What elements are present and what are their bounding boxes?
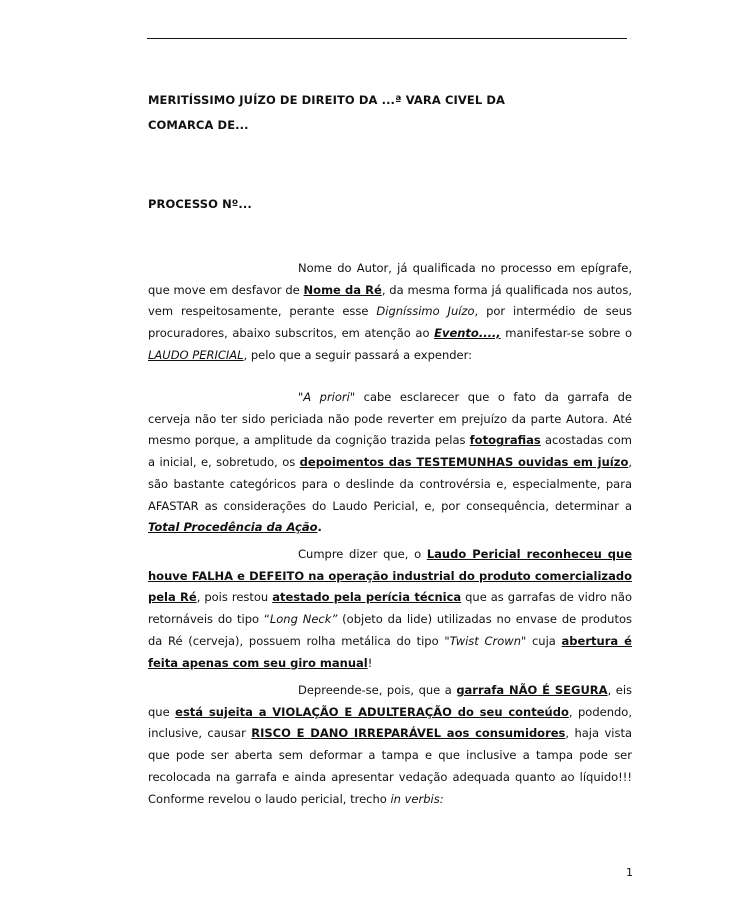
- expert-report-reference: LAUDO PERICIAL: [148, 347, 244, 362]
- court-heading-line1: MERITÍSSIMO JUÍZO DE DIREITO DA ...ª VARA CIVEL DA: [148, 93, 506, 107]
- unsafe-bottle-term: garrafa NÃO É SEGURA: [456, 683, 608, 697]
- page-number: 1: [626, 866, 633, 879]
- in-verbis-term: in verbis:: [390, 791, 444, 806]
- process-number-label: PROCESSO Nº...: [148, 197, 252, 211]
- manual-opening-term: abertura é feita apenas com seu giro manual: [148, 633, 632, 670]
- court-heading-line2: COMARCA DE...: [148, 118, 249, 132]
- violation-term: está sujeita a VIOLAÇÃO E ADULTERAÇÃO do seu conteúdo: [175, 704, 569, 719]
- photographs-term: fotografias: [469, 433, 541, 448]
- long-neck-term: Long Neck”: [269, 612, 338, 627]
- court-reference: Digníssimo Juízo: [376, 304, 475, 319]
- header-rule: [147, 38, 627, 39]
- report-acknowledged-defect: Laudo Pericial reconheceu que houve FALHA e DEFEITO na operação industrial do produto comercializado pela Ré: [148, 547, 633, 605]
- full-merit-term: Total Procedência da Ação: [148, 520, 318, 535]
- defendant-name: Nome da Ré: [303, 282, 382, 297]
- risk-term: RISCO E DANO IRREPARÁVEL aos consumidores: [251, 726, 566, 741]
- paragraph-intro: Nome do Autor, já qualificada no processo em epígrafe, que move em desfavor de Nome da Ré, da mesma forma já qualificada nos autos, vem respeitosamente, perante esse Digníssimo Juízo, por intermédio de seus procuradores, abaixo subscritos, em atenção ao Evento...., manifestar-se sobre o LAUDO PERICIAL, pelo que a seguir passará a expender:: [148, 261, 633, 362]
- paragraph-expert-findings: Cumpre dizer que, o Laudo Pericial reconheceu que houve FALHA e DEFEITO na operação industrial do produto comercializado pela Ré, pois restou atestado pela perícia técnica que as garrafas de vidro não retornáveis do tipo “Long Neck” (objeto da lide) utilizadas no envase de produtos da Ré (cerveja), possuem rolha metálica do tipo "Twist Crown" cuja abertura é feita apenas com seu giro manual!: [148, 547, 633, 670]
- a-priori-term: "A priori": [298, 390, 356, 404]
- technical-attestation: atestado pela perícia técnica: [272, 590, 462, 605]
- testimony-term: depoimentos das TESTEMUNHAS ouvidas em juízo: [299, 455, 629, 470]
- twist-crown-term: "Twist Crown": [444, 633, 527, 648]
- paragraph-a-priori: "A priori" cabe esclarecer que o fato da garrafa de cerveja não ter sido periciada não pode reverter em prejuízo da parte Autora. Até mesmo porque, a amplitude da cognição trazida pelas fotografias acostadas com a inicial, e, sobretudo, os depoimentos das TESTEMUNHAS ouvidas em juízo, são bastante categóricos para o deslinde da controvérsia e, especialmente, para AFASTAR as considerações do Laudo Pericial, e, por consequência, determinar a Total Procedência da Ação.: [148, 390, 632, 535]
- paragraph-unsafe-bottle: Depreende-se, pois, que a garrafa NÃO É SEGURA, eis que está sujeita a VIOLAÇÃO E ADULTERAÇÃO do seu conteúdo, podendo, inclusive, causar RISCO E DANO IRREPARÁVEL aos consumidores, haja vista que pode ser aberta sem deformar a tampa e que inclusive a tampa pode ser recolocada na garrafa e ainda apresentar vedação adequada quanto ao líquido!!! Conforme revelou o laudo pericial, trecho in verbis:: [148, 683, 633, 806]
- event-reference: Evento....,: [434, 326, 501, 341]
